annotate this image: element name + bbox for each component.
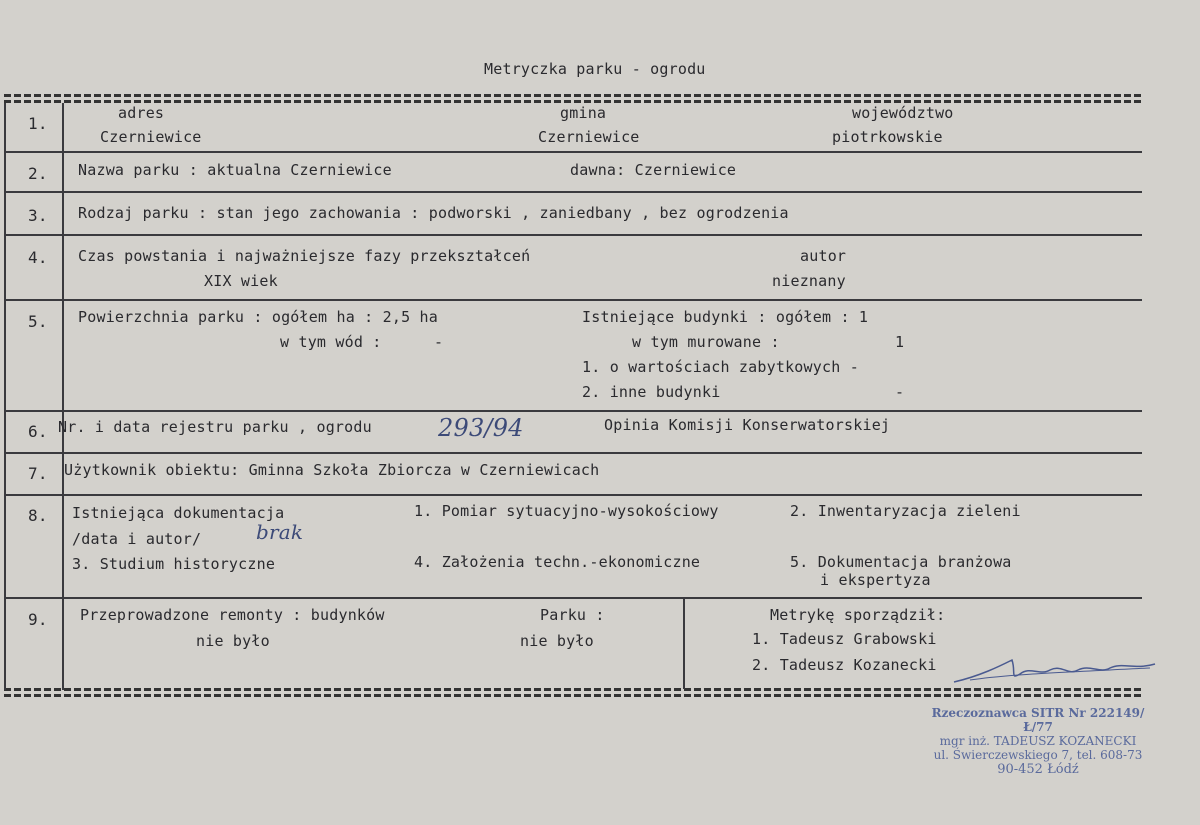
stamp-line-1: Rzeczoznawca SITR Nr 222149/Ł/77 — [931, 706, 1145, 734]
row-divider — [4, 151, 1142, 153]
appraiser-stamp — [928, 706, 1148, 777]
commune-label: gmina — [560, 104, 607, 122]
stamp-line-4: 90-452 Łódź — [997, 762, 1079, 777]
row9-divider — [683, 597, 685, 689]
register-label: Nr. i data rejestru parku , ogrodu — [58, 418, 372, 436]
row-number: 9. — [28, 610, 48, 629]
doc-historical-study: 3. Studium historyczne — [72, 555, 276, 573]
bottom-dashed-border-2 — [4, 694, 1144, 697]
documentation-handwritten: brak — [256, 520, 304, 544]
renovations-label: Przeprowadzone remonty : budynków — [80, 606, 385, 624]
top-dashed-border-2 — [4, 100, 1142, 103]
creation-time-label: Czas powstania i najważniejsze fazy przekształceń — [78, 247, 531, 265]
doc-survey: 1. Pomiar sytuacyjno-wysokościowy — [414, 502, 719, 520]
buildings-total: Istniejące budynki : ogółem : 1 — [582, 308, 869, 326]
doc-expertise: i ekspertyza — [820, 571, 931, 589]
park-type: Rodzaj parku : stan jego zachowania : podworski , zaniedbany , bez ogrodzenia — [78, 204, 789, 222]
row-number: 1. — [28, 114, 48, 133]
voivodeship-label: województwo — [852, 104, 954, 122]
historic-buildings: 1. o wartościach zabytkowych - — [582, 358, 859, 376]
prepared-by-label: Metrykę sporządził: — [770, 606, 946, 624]
row-number: 4. — [28, 248, 48, 267]
bottom-dashed-border — [4, 688, 1144, 691]
author-value: nieznany — [772, 272, 846, 290]
brick-buildings-label: w tym murowane : — [632, 333, 780, 351]
row-divider — [4, 597, 1142, 599]
doc-techno-economic: 4. Założenia techn.-ekonomiczne — [414, 553, 701, 571]
renovations-park-value: nie było — [520, 632, 594, 650]
row-divider — [4, 452, 1142, 454]
row-number: 2. — [28, 164, 48, 183]
author-1: 1. Tadeusz Grabowski — [752, 630, 937, 648]
park-name-former: dawna: Czerniewice — [570, 161, 737, 179]
row-number: 3. — [28, 206, 48, 225]
stamp-line-2: mgr inż. TADEUSZ KOZANECKI — [939, 734, 1137, 748]
row-divider — [4, 494, 1142, 496]
documentation-sublabel: /data i autor/ — [72, 530, 202, 548]
brick-buildings-value: 1 — [895, 333, 905, 351]
stamp-line-3: ul. Świerczewskiego 7, tel. 608-73 — [933, 748, 1143, 762]
top-dashed-border — [4, 94, 1142, 97]
document-title: Metryczka parku - ogrodu — [484, 60, 706, 78]
author-label: autor — [800, 247, 847, 265]
creation-time-value: XIX wiek — [204, 272, 278, 290]
other-buildings-label: 2. inne budynki — [582, 383, 721, 401]
row-number: 5. — [28, 312, 48, 331]
voivodeship-value: piotrkowskie — [832, 128, 943, 146]
conservation-opinion: Opinia Komisji Konserwatorskiej — [604, 416, 891, 434]
doc-branch-documentation: 5. Dokumentacja branżowa — [790, 553, 1012, 571]
register-number-handwritten: 293/94 — [438, 414, 524, 442]
doc-greenery-inventory: 2. Inwentaryzacja zieleni — [790, 502, 1021, 520]
row-number: 8. — [28, 506, 48, 525]
address-label: adres — [118, 104, 165, 122]
row-divider — [4, 299, 1142, 301]
water-area-value: - — [434, 333, 444, 351]
row-divider — [4, 234, 1142, 236]
address-value: Czerniewice — [100, 128, 202, 146]
row-divider — [4, 191, 1142, 193]
author-2: 2. Tadeusz Kozanecki — [752, 656, 937, 674]
row-number: 7. — [28, 464, 48, 483]
object-user: Użytkownik obiektu: Gminna Szkoła Zbiorcza w Czerniewicach — [64, 461, 600, 479]
commune-value: Czerniewice — [538, 128, 640, 146]
row-divider — [4, 410, 1142, 412]
renovations-buildings-value: nie było — [196, 632, 270, 650]
other-buildings-value: - — [895, 383, 905, 401]
row-number: 6. — [28, 422, 48, 441]
park-area: Powierzchnia parku : ogółem ha : 2,5 ha — [78, 308, 438, 326]
renovations-park-label: Parku : — [540, 606, 605, 624]
water-area-label: w tym wód : — [280, 333, 382, 351]
park-name-current: Nazwa parku : aktualna Czerniewice — [78, 161, 392, 179]
signature-icon — [950, 652, 1160, 688]
documentation-label: Istniejąca dokumentacja — [72, 504, 285, 522]
